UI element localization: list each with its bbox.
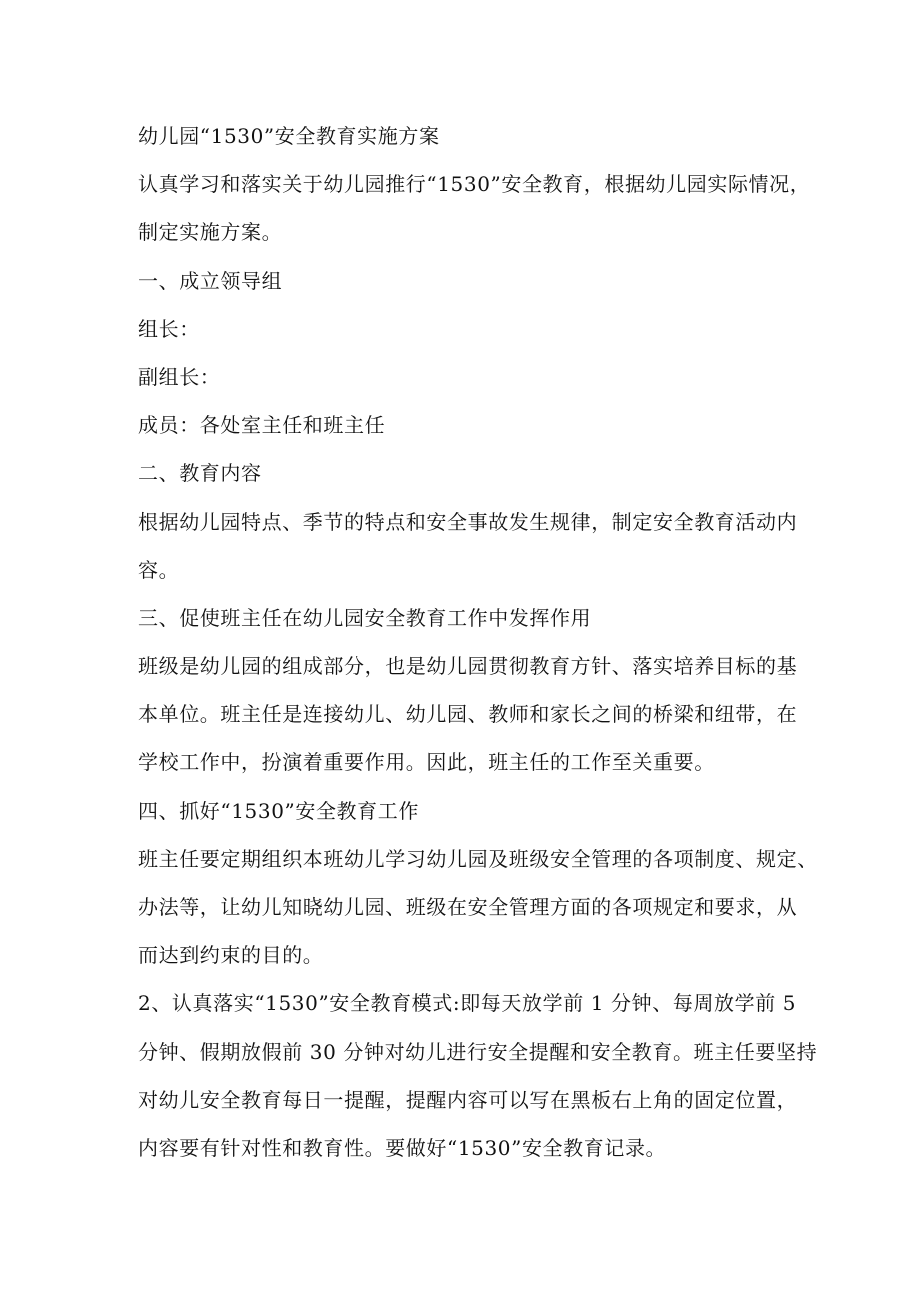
section-heading-teacher-role: 三、促使班主任在幼儿园安全教育工作中发挥作用 <box>138 605 592 630</box>
section-heading-content: 二、教育内容 <box>138 461 262 486</box>
deputy-leader-line: 副组长： <box>138 364 221 389</box>
list-item-line: 2、认真落实“1530”安全教育模式:即每天放学前 1 分钟、每周放学前 5 <box>138 991 797 1016</box>
paragraph-line: 本单位。班主任是连接幼儿、幼儿园、教师和家长之间的桥梁和纽带，在 <box>138 702 798 727</box>
document-title: 幼儿园“1530”安全教育实施方案 <box>138 124 440 148</box>
list-item-line: 内容要有针对性和教育性。要做好“1530”安全教育记录。 <box>138 1135 667 1160</box>
leader-line: 组长： <box>138 316 200 341</box>
paragraph-line: 而达到约束的目的。 <box>138 943 324 968</box>
section-heading-leadership: 一、成立领导组 <box>138 268 283 293</box>
paragraph-line: 学校工作中，扮演着重要作用。因此，班主任的工作至关重要。 <box>138 750 715 775</box>
list-item-line: 分钟、假期放假前 30 分钟对幼儿进行安全提醒和安全教育。班主任要坚持 <box>138 1039 818 1064</box>
members-line: 成员：各处室主任和班主任 <box>138 413 386 438</box>
paragraph-line: 班主任要定期组织本班幼儿学习幼儿园及班级安全管理的各项制度、规定、 <box>138 846 818 871</box>
paragraph-line: 办法等，让幼儿知晓幼儿园、班级在安全管理方面的各项规定和要求，从 <box>138 895 798 919</box>
paragraph-line: 根据幼儿园特点、季节的特点和安全事故发生规律，制定安全教育活动内 <box>138 509 798 534</box>
list-item-line: 对幼儿安全教育每日一提醒，提醒内容可以写在黑板右上角的固定位置， <box>138 1087 798 1112</box>
intro-line: 制定实施方案。 <box>138 220 283 245</box>
paragraph-line: 班级是幼儿园的组成部分，也是幼儿园贯彻教育方针、落实培养目标的基 <box>138 654 798 679</box>
intro-line: 认真学习和落实关于幼儿园推行“1530”安全教育，根据幼儿园实际情况， <box>138 172 811 197</box>
document-body <box>138 112 818 1172</box>
section-heading-1530: 四、抓好“1530”安全教育工作 <box>138 798 419 823</box>
paragraph-line: 容。 <box>138 557 180 582</box>
